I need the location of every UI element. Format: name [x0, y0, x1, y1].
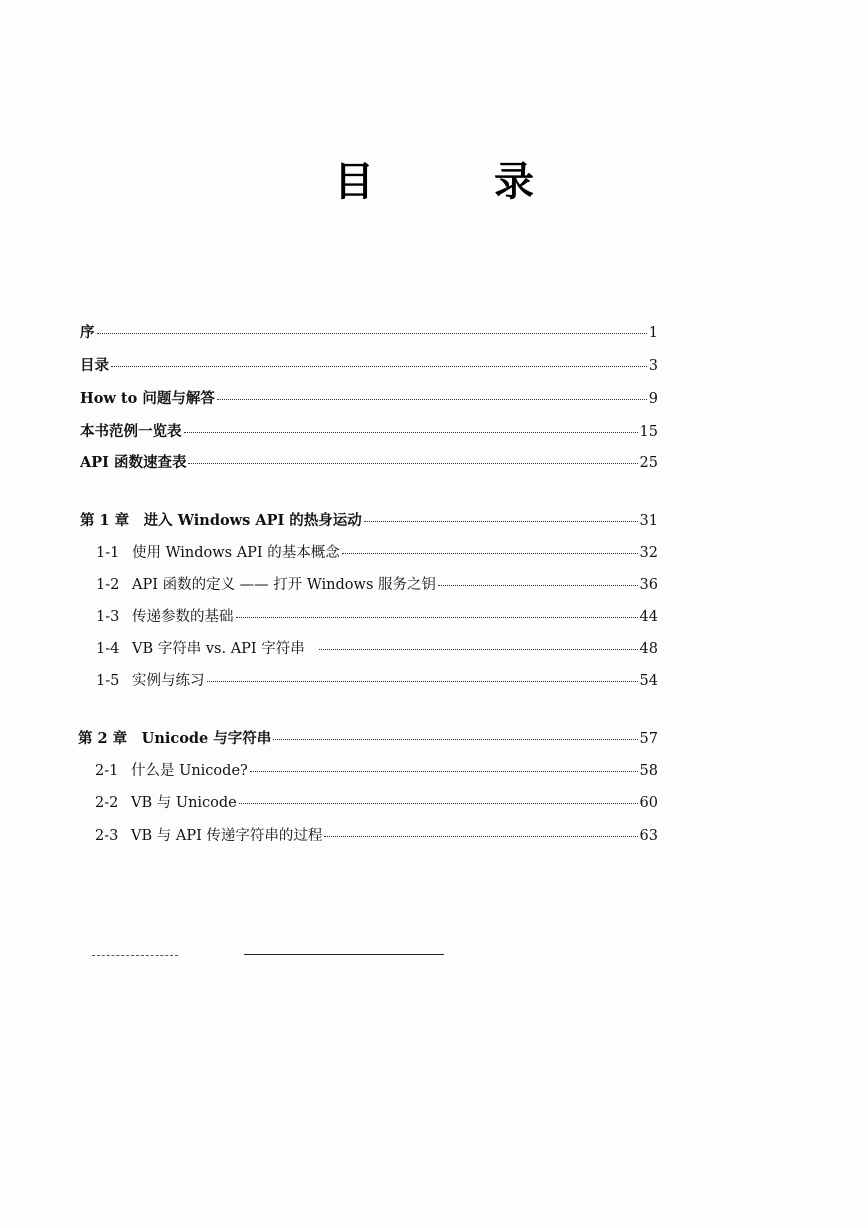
toc-entry-page: 32: [639, 545, 658, 561]
leader-dots: [324, 836, 637, 837]
toc-entry-label: How to 问题与解答: [80, 390, 215, 407]
leader-dots: [319, 649, 638, 650]
section-title: 什么是 Unicode?: [131, 763, 248, 779]
page-title: 目 录: [334, 159, 574, 205]
section-number: 1-1: [96, 545, 120, 561]
scan-artifact-rule: [92, 955, 178, 956]
leader-dots: [236, 617, 638, 618]
leader-dots: [273, 739, 637, 740]
toc-entry-preface[interactable]: [80, 322, 658, 344]
section-number: 2-3: [95, 828, 119, 844]
toc-section-1-4[interactable]: [96, 638, 658, 660]
toc-entry-page: 58: [639, 763, 658, 779]
toc-section-2-1[interactable]: [95, 760, 658, 782]
toc-entry-label: 目录: [80, 357, 109, 374]
leader-dots: [111, 366, 647, 367]
toc-chapter-2[interactable]: [78, 728, 658, 750]
toc-entry-label: 第 2 章 Unicode 与字符串: [78, 730, 272, 747]
toc-entry-examples[interactable]: [80, 421, 658, 443]
toc-section-1-1[interactable]: [96, 542, 658, 564]
toc-entry-page: 54: [639, 673, 658, 689]
section-number: 1-3: [96, 609, 120, 625]
toc-entry-page: 25: [639, 455, 658, 471]
section-number: 1-2: [96, 577, 120, 593]
toc-entry-page: 44: [639, 609, 658, 625]
toc-chapter-1[interactable]: [80, 510, 658, 532]
toc-entry-page: 36: [639, 577, 658, 593]
leader-dots: [184, 432, 638, 433]
section-title: VB 字符串 vs. API 字符串: [132, 641, 305, 657]
section-title: VB 与 Unicode: [131, 795, 237, 811]
section-title: API 函数的定义 —— 打开 Windows 服务之钥: [132, 577, 436, 593]
leader-dots: [217, 399, 647, 400]
leader-dots: [207, 681, 638, 682]
leader-dots: [438, 585, 638, 586]
toc-entry-page: 48: [639, 641, 658, 657]
section-title: 使用 Windows API 的基本概念: [132, 545, 340, 561]
scan-artifact-rule: [244, 954, 444, 955]
toc-entry-api-index[interactable]: [80, 452, 658, 474]
section-number: 2-2: [95, 795, 119, 811]
toc-entry-page: 60: [639, 795, 658, 811]
toc-entry-label: 本书范例一览表: [80, 423, 182, 440]
toc-entry-label: 序: [80, 324, 95, 341]
toc-entry-label: 第 1 章 进入 Windows API 的热身运动: [80, 512, 362, 529]
toc-entry-contents[interactable]: [80, 355, 658, 377]
toc-section-1-2[interactable]: [96, 574, 658, 596]
leader-dots: [97, 333, 647, 334]
toc-section-2-2[interactable]: [95, 792, 658, 814]
leader-dots: [188, 463, 637, 464]
leader-dots: [239, 803, 638, 804]
section-number: 1-5: [96, 673, 120, 689]
toc-section-1-5[interactable]: [96, 670, 658, 692]
section-number: 2-1: [95, 763, 119, 779]
section-title: 传递参数的基础: [132, 609, 234, 625]
toc-entry-how-to[interactable]: [80, 388, 658, 410]
toc-entry-page: 9: [648, 391, 658, 407]
leader-dots: [250, 771, 638, 772]
toc-entry-page: 57: [639, 731, 658, 747]
toc-entry-page: 1: [648, 325, 658, 341]
toc-entry-page: 3: [648, 358, 658, 374]
section-title: VB 与 API 传递字符串的过程: [131, 828, 323, 844]
section-title: 实例与练习: [132, 673, 205, 689]
toc-section-1-3[interactable]: [96, 606, 658, 628]
toc-entry-label: API 函数速查表: [80, 454, 187, 471]
leader-dots: [364, 521, 638, 522]
toc-entry-page: 15: [639, 424, 658, 440]
toc-section-2-3[interactable]: [95, 825, 658, 847]
toc-entry-page: 31: [639, 513, 658, 529]
section-number: 1-4: [96, 641, 120, 657]
toc-entry-page: 63: [639, 828, 658, 844]
leader-dots: [342, 553, 638, 554]
